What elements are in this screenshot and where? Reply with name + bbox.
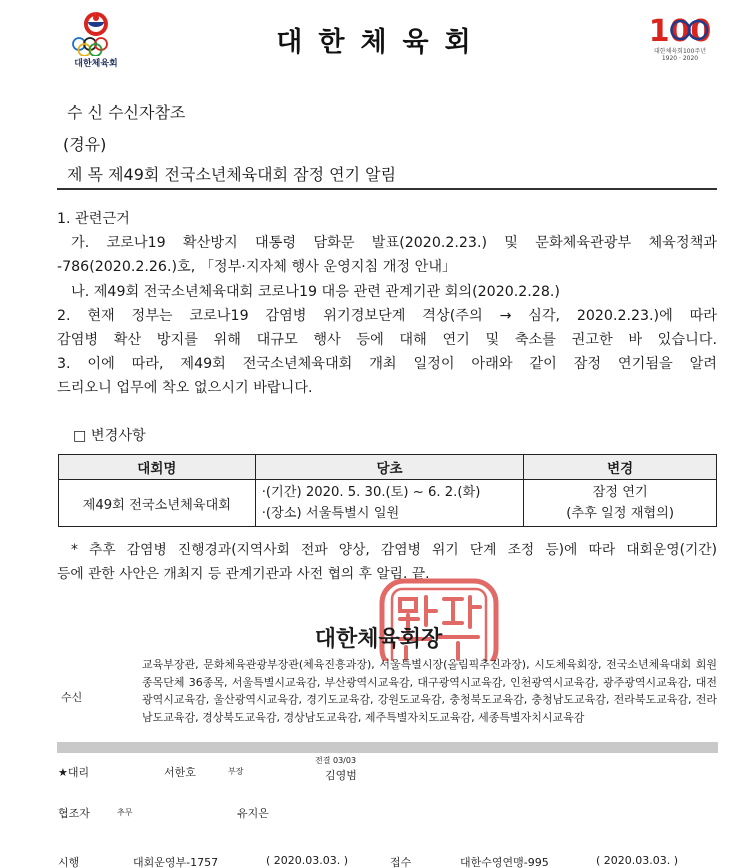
approver-name: 김영범 [325, 769, 357, 782]
subject-label: 제 목 [67, 165, 103, 184]
changes-heading: □ 변경사항 [73, 428, 146, 444]
enforcement-date: ( 2020.03.03. ) [266, 854, 349, 867]
cooperation-role: 추무 [117, 808, 133, 817]
recipient-label: 수 신 [67, 103, 103, 122]
drafter-role: ★대리 [58, 766, 90, 779]
section-1-b: 나. 제49회 전국소년체육대회 코로나19 대응 관련 관계기관 회의(2020.2.28.) [71, 283, 560, 300]
approver-role: 전결 03/03 [315, 756, 357, 765]
centennial-logo [645, 14, 715, 64]
organization-title: 대한체육회 [276, 27, 487, 58]
sender-name: 대한체육회장 [314, 627, 443, 652]
receipt-date: ( 2020.03.03. ) [596, 854, 679, 867]
kspo-logo-label: 대한체육회 [74, 59, 118, 69]
original-period: ·(기간) 2020. 5. 30.(토) ~ 6. 2.(화) [261, 485, 481, 500]
section-2-line2: 감염병 확산 방지를 위해 대규모 행사 등에 대해 연기 및 축소를 권고한 바 있습니다. [57, 332, 717, 349]
centennial-emblem-icon [645, 14, 715, 46]
original-place: ·(장소) 서울특별시 일원 [261, 506, 400, 521]
centennial-number: 100 [648, 14, 712, 46]
reviewer-role: 부장 [228, 767, 244, 776]
changes-table [58, 454, 717, 527]
centennial-caption: 대한체육회100주년 [653, 48, 707, 55]
section-3-line2: 드리오니 업무에 착오 없으시기 바랍니다. [57, 380, 313, 397]
header-original: 당초 [255, 455, 524, 480]
document-body [57, 207, 717, 401]
subject-divider [57, 188, 717, 190]
changed-line1: 잠정 연기 [592, 485, 648, 500]
section-3-line1: 3. 이에 따라, 제49회 전국소년체육대회 개최 일정이 아래와 같이 잠정 연기됨을 알려 [57, 356, 717, 373]
header-changed: 변경 [524, 455, 717, 480]
footnote-line2: 등에 관한 사안은 개최지 등 관계기관과 사전 협의 후 알림. 끝. [57, 566, 430, 582]
receivers-label: 수신 [61, 691, 83, 704]
table-header-row [59, 455, 717, 480]
table-row [59, 480, 717, 527]
receivers-divider-bar [57, 742, 718, 753]
cell-original [255, 480, 524, 527]
section-1-title: 1. 관련근거 [57, 211, 130, 227]
cell-event-name: 제49회 전국소년체육대회 [59, 480, 256, 527]
receivers-list: 교육부장관, 문화체육관광부장관(체육진흥과장), 서울특별시장(올림픽추진과장), 시도체육회장, 전국소년체육대회 회원종목단체 36종목, 서울특별시교육감, 부산광역시교육감, 대구광역시교육감, 인천광역시교육감, 광주광역시교육감, 대전광역시교육감, 울산광역시교육감, 경기도교육감, 강원도교육감, 충청북도교육감, 충청남도교육감, 전라북도교육감, 전라남도교육감, 경상북도교육감, 경상남도교육감, 제주특별자치도교육감, 세종특별자치시교육감 [142, 658, 717, 724]
receipt-label: 접수 [390, 856, 412, 868]
recipient-line [67, 100, 185, 123]
enforcement-doc-number: 대회운영부-1757 [133, 856, 219, 868]
centennial-years: 1920 · 2020 [661, 55, 699, 62]
section-1-a-line1: 가. 코로나19 확산방지 대통령 담화문 발표(2020.2.23.) 및 문화체육관광부 체육정책과 [71, 235, 717, 252]
subject-value: 제49회 전국소년체육대회 잠정 연기 알림 [108, 165, 397, 184]
header-event-name: 대회명 [59, 455, 256, 480]
footnote-line1: * 추후 감염병 진행경과(지역사회 전파 양상, 감염병 위기 단계 조정 등)에 따라 대회운영(기간) [71, 542, 717, 558]
cell-changed [524, 480, 717, 527]
cooperation-name: 유지은 [237, 807, 269, 820]
enforcement-label: 시행 [58, 856, 80, 868]
subject-line [67, 162, 396, 185]
via-line: (경유) [63, 135, 107, 154]
section-1-a-line2: -786(2020.2.26.)호, 「정부·지자체 행사 운영지침 개정 안내」 [57, 259, 457, 276]
cooperation-label: 협조자 [58, 807, 90, 820]
drafter-name: 서한호 [164, 766, 196, 779]
receipt-number: 대한수영연맹-995 [460, 856, 549, 868]
recipient-value: 수신자참조 [108, 103, 186, 122]
changed-line2: (추후 일정 재협의) [566, 506, 675, 521]
section-2-line1: 2. 현재 정부는 코로나19 감염병 위기경보단계 격상(주의 → 심각, 2020.2.23.)에 따라 [57, 307, 717, 324]
